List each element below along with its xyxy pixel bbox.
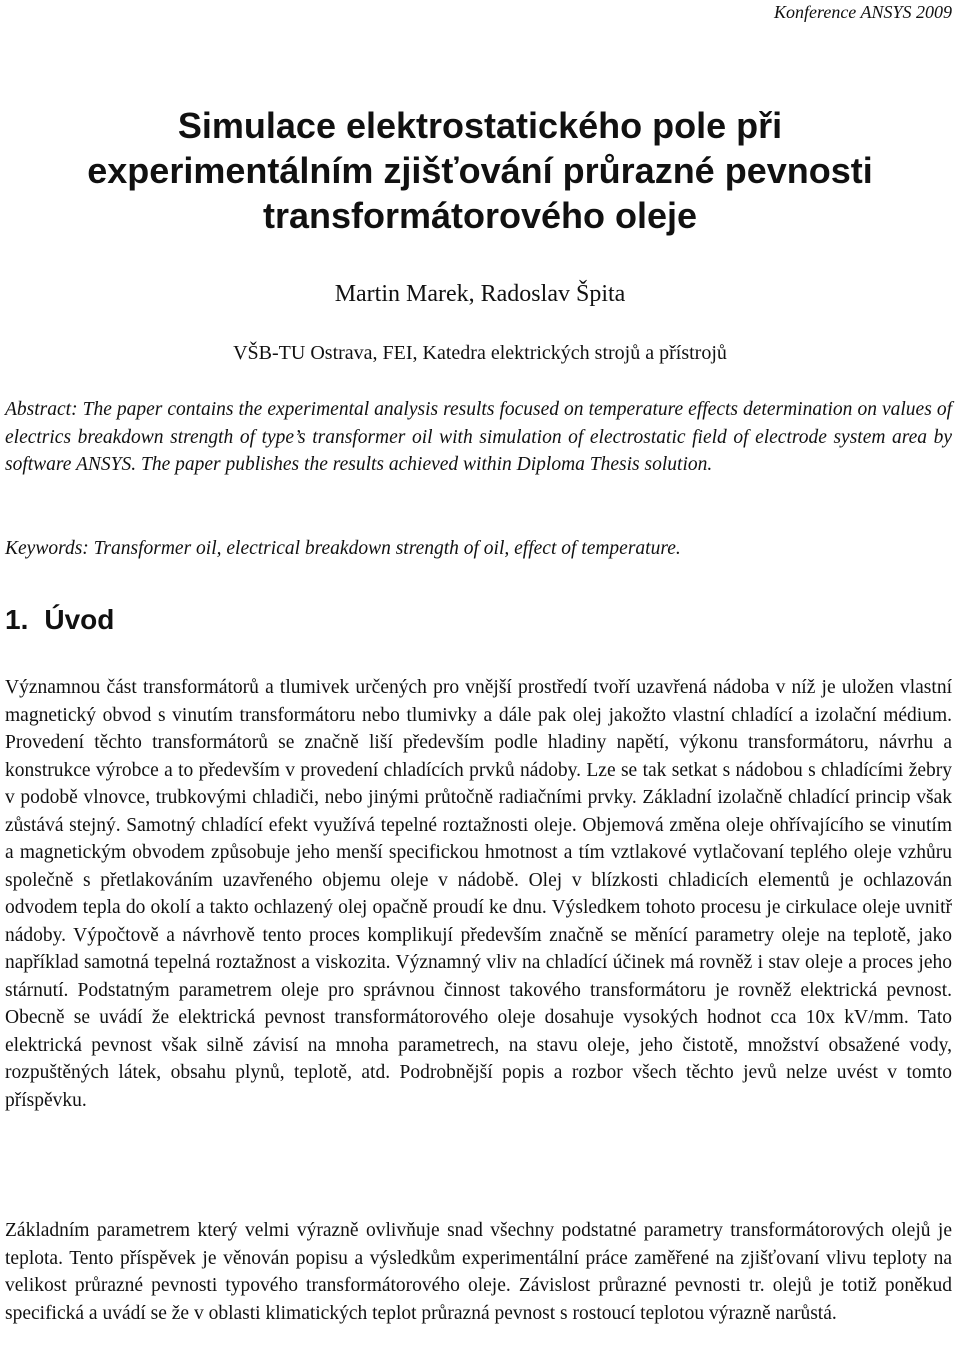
section-heading xyxy=(5,600,114,640)
keywords: Keywords: Transformer oil, electrical breakdown strength of oil, effect of temperature. xyxy=(5,538,681,559)
section-title: Úvod xyxy=(44,604,115,635)
running-header: Konference ANSYS 2009 xyxy=(774,2,952,22)
authors: Martin Marek, Radoslav Špita xyxy=(334,281,626,307)
body-paragraph-2: Základním parametrem který velmi výrazně ovlivňuje snad všechny podstatné parametry transformátorových olejů je teplota. Tento příspěvek je věnován popisu a výsledkům experimentální práce zaměřené na zjišťovaní vlivu teploty na velikost průrazné pevnosti typového transformátorového oleje. Závislost průrazné pevnosti tr. olejů je totiž poněkud specifická a uvádí se že v oblasti klimatických teplot průrazná pevnost s rostoucí teplotou výrazně narůstá. xyxy=(5,1220,952,1324)
title-line-3: transformátorového oleje xyxy=(262,195,698,236)
paper-title xyxy=(0,103,960,238)
title-line-1: Simulace elektrostatického pole při xyxy=(177,105,783,146)
abstract: Abstract: The paper contains the experimental analysis results focused on temperature effects determination on values of electrics breakdown strength of type’s transformer oil with simulation of electrostatic field of electrode system area by software ANSYS. The paper publishes the results achieved within Diploma Thesis solution. xyxy=(5,399,952,475)
affiliation: VŠB-TU Ostrava, FEI, Katedra elektrických strojů a přístrojů xyxy=(233,342,727,364)
section-number: 1. xyxy=(5,604,29,635)
body-paragraph-1: Významnou část transformátorů a tlumivek určených pro vnější prostředí tvoří uzavřená nádoba v níž je uložen vlastní magnetický obvod s vinutím transformátoru nebo tlumivky a dále pak olej jakožto vlastní chladící a izolační médium. Provedení těchto transformátorů se značně liší především podle hladiny napětí, výkonu transformátoru, návrhu a konstrukce výrobce a to především v provedení chladících prvků nádoby. Lze se tak setkat s nádobou s chladícími žebry v podobě vlnovce, trubkovými chladiči, nebo jinými průtočně radiačními prvky. Základní izolačně chladící princip však zůstává stejný. Samotný chladící efekt využívá tepelné roztažnosti oleje. Objemová změna oleje ohřívajícího se vinutím a magnetickým obvodem způsobuje jeho menší specifickou hmotnost a tím vztlakové vytlačovaní teplého oleje vzhůru společně s přetlakováním uzavřeného objemu oleje v nádobě. Olej v blízkosti chladicích elementů je ochlazován odvodem tepla do okolí a takto ochlazený olej opačně proudí ke dnu. Výsledkem tohoto procesu je cirkulace oleje uvnitř nádoby. Výpočtově a návrhově tento proces komplikují především značně se měnící parametry oleje na teplotě, jako například samotná tepelná roztažnost a viskozita. Významný vliv na chladící účinek má rovněž i stav oleje a proces jeho stárnutí. Podstatným parametrem oleje pro správnou činnost takového transformátoru je rovněž elektrická pevnost. Obecně se uvádí že elektrická pevnost transformátorového oleje dosahuje vysokých hodnot cca 10x kV/mm. Tato elektrická pevnost však silně závisí na mnoha parametrech, na stavu oleje, jeho čistotě, množství obsažené vody, rozpuštěných látek, obsahu plynů, teplotě, atd. Podrobnější popis a rozbor všech těchto jevů nelze uvést v tomto příspěvku. xyxy=(5,677,952,1111)
title-line-2: experimentálním zjišťování průrazné pevnosti xyxy=(87,150,873,191)
